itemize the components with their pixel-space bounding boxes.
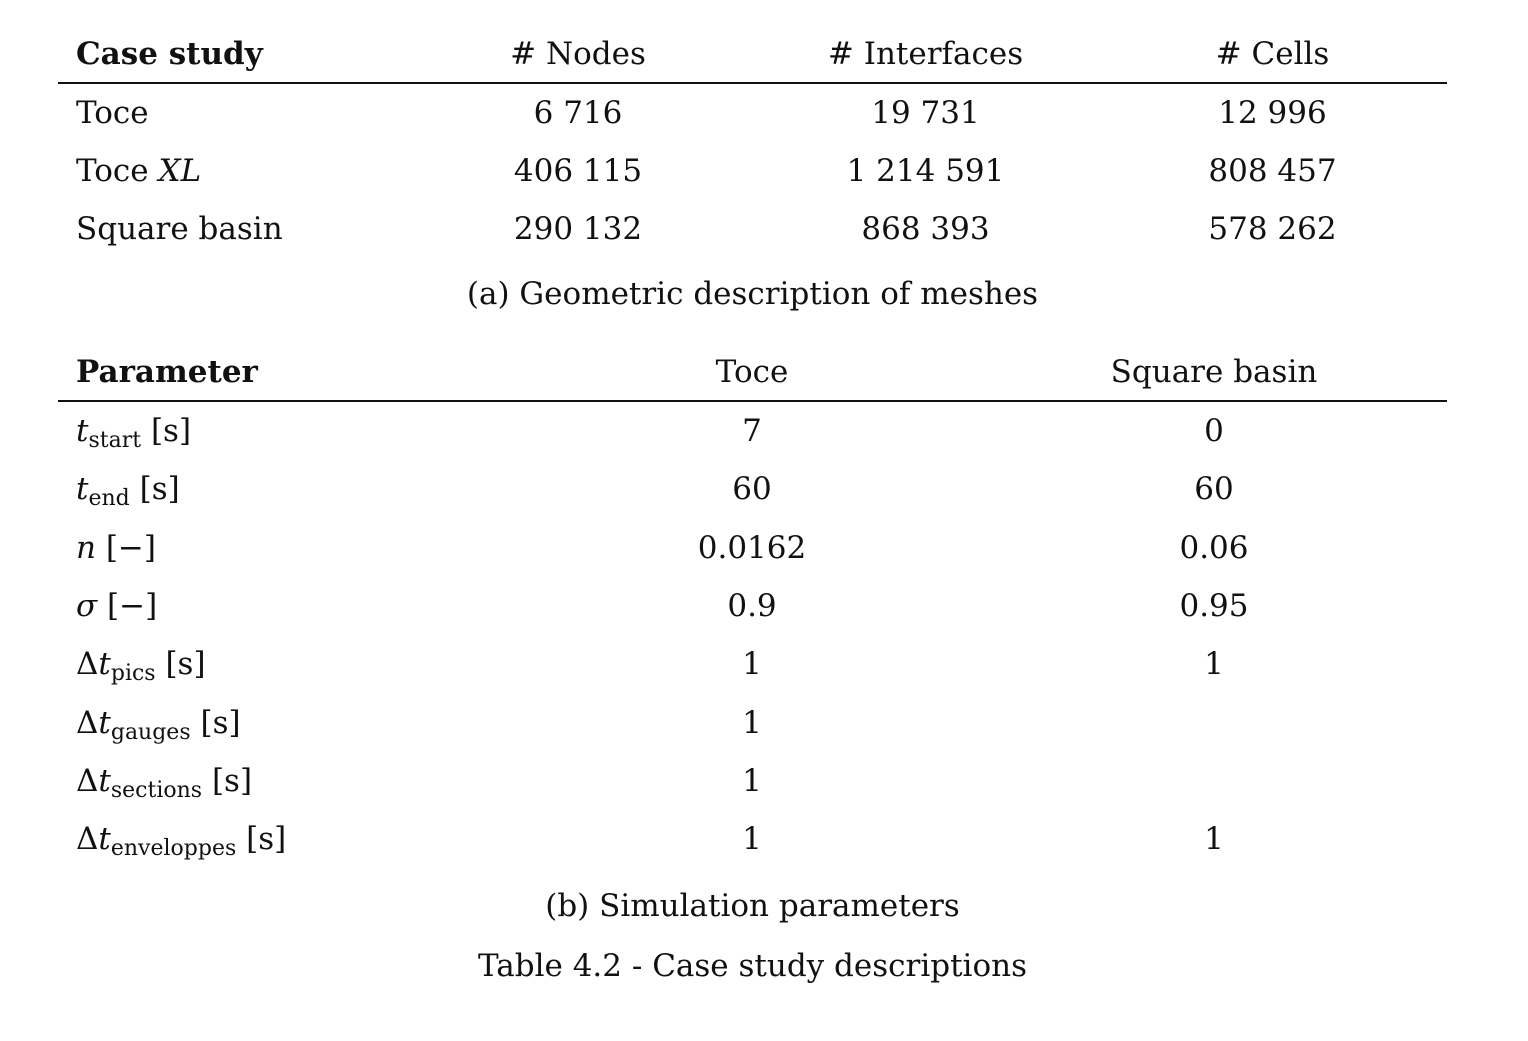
table-row <box>58 693 1447 751</box>
mesh-geometry-table <box>58 26 1447 258</box>
parameter-unit: [s] <box>165 646 206 683</box>
parameter-unit: [s] <box>211 762 253 799</box>
simulation-parameters-table <box>58 344 1447 868</box>
column-header-cells: # Cells <box>1098 26 1447 83</box>
toce-value-cell: 7 <box>742 413 762 450</box>
parameter-prefix: Δ <box>76 704 99 741</box>
parameter-unit: [s] <box>139 471 180 508</box>
parameter-subscript: pics <box>110 661 156 687</box>
parameter-unit: [s] <box>246 821 287 858</box>
subtable-caption-b: (b) Simulation parameters <box>545 888 960 924</box>
case-name: Square basin <box>76 211 283 247</box>
parameter-cell <box>58 635 523 693</box>
square-basin-value-cell: 60 <box>1194 471 1234 508</box>
case-name-cell <box>58 200 403 258</box>
parameter-subscript: enveloppes <box>110 836 237 862</box>
column-header-case-study: Case study <box>58 26 403 83</box>
parameter-subscript: sections <box>110 777 203 803</box>
table-row <box>58 752 1447 810</box>
toce-value-cell: 0.0162 <box>697 529 807 566</box>
square-basin-value-cell <box>981 752 1447 810</box>
square-basin-value-cell: 0 <box>1204 413 1224 450</box>
parameter-symbol: σ <box>76 588 98 625</box>
parameter-cell <box>58 810 523 868</box>
column-header-toce: Toce <box>523 344 981 401</box>
case-name: Toce <box>76 95 149 131</box>
square-basin-value-cell: 1 <box>1204 646 1224 683</box>
column-header-nodes: # Nodes <box>403 26 753 83</box>
parameter-symbol: t <box>76 413 89 450</box>
case-name-suffix: XL <box>158 153 202 189</box>
nodes-cell: 6 716 <box>533 95 623 131</box>
case-name-cell <box>58 142 403 200</box>
parameter-unit: [−] <box>107 588 158 625</box>
table-row <box>58 577 1447 635</box>
parameter-symbol: t <box>98 821 111 858</box>
parameter-unit: [−] <box>105 529 156 566</box>
interfaces-cell: 868 393 <box>861 211 990 247</box>
parameter-cell <box>58 752 523 810</box>
parameter-symbol: t <box>76 471 89 508</box>
cells-cell: 578 262 <box>1208 211 1337 247</box>
table-row <box>58 200 1447 258</box>
interfaces-cell: 19 731 <box>871 95 980 131</box>
table-row <box>58 460 1447 518</box>
column-header-square-basin: Square basin <box>981 344 1447 401</box>
toce-value-cell: 60 <box>732 471 772 508</box>
parameter-prefix: Δ <box>76 646 99 683</box>
square-basin-value-cell <box>981 693 1447 751</box>
table-row <box>58 83 1447 142</box>
square-basin-value-cell: 0.06 <box>1179 529 1249 566</box>
parameter-cell <box>58 519 523 577</box>
table-row <box>58 519 1447 577</box>
table-row <box>58 810 1447 868</box>
square-basin-value-cell: 0.95 <box>1179 588 1249 625</box>
column-header-parameter: Parameter <box>58 344 523 401</box>
toce-value-cell: 1 <box>742 704 762 741</box>
parameter-symbol: n <box>76 529 96 566</box>
table-row <box>58 142 1447 200</box>
parameter-cell <box>58 460 523 518</box>
parameter-cell <box>58 577 523 635</box>
table-header-row <box>58 26 1447 83</box>
toce-value-cell: 0.9 <box>727 588 777 625</box>
column-header-interfaces: # Interfaces <box>753 26 1098 83</box>
toce-value-cell: 1 <box>742 646 762 683</box>
case-name: Toce <box>76 153 149 189</box>
interfaces-cell: 1 214 591 <box>846 153 1005 189</box>
case-name-cell <box>58 83 403 142</box>
parameter-cell <box>58 693 523 751</box>
table-row <box>58 635 1447 693</box>
cells-cell: 12 996 <box>1218 95 1327 131</box>
parameter-subscript: end <box>88 486 130 512</box>
parameter-symbol: t <box>98 646 111 683</box>
toce-value-cell: 1 <box>742 821 762 858</box>
parameter-subscript: start <box>88 428 142 454</box>
subtable-caption-a: (a) Geometric description of meshes <box>466 276 1039 312</box>
table-row <box>58 401 1447 460</box>
parameter-unit: [s] <box>200 704 241 741</box>
parameter-subscript: gauges <box>110 719 191 745</box>
parameter-symbol: t <box>98 762 111 799</box>
parameter-unit: [s] <box>150 413 192 450</box>
square-basin-value-cell: 1 <box>1204 821 1224 858</box>
table-caption: Table 4.2 - Case study descriptions <box>478 948 1027 984</box>
parameter-symbol: t <box>98 704 111 741</box>
nodes-cell: 290 132 <box>513 211 643 247</box>
parameter-prefix: Δ <box>76 762 99 799</box>
table-header-row <box>58 344 1447 401</box>
parameter-cell <box>58 401 523 460</box>
toce-value-cell: 1 <box>742 762 762 799</box>
cells-cell: 808 457 <box>1208 153 1337 189</box>
nodes-cell: 406 115 <box>513 153 643 189</box>
parameter-prefix: Δ <box>76 821 99 858</box>
